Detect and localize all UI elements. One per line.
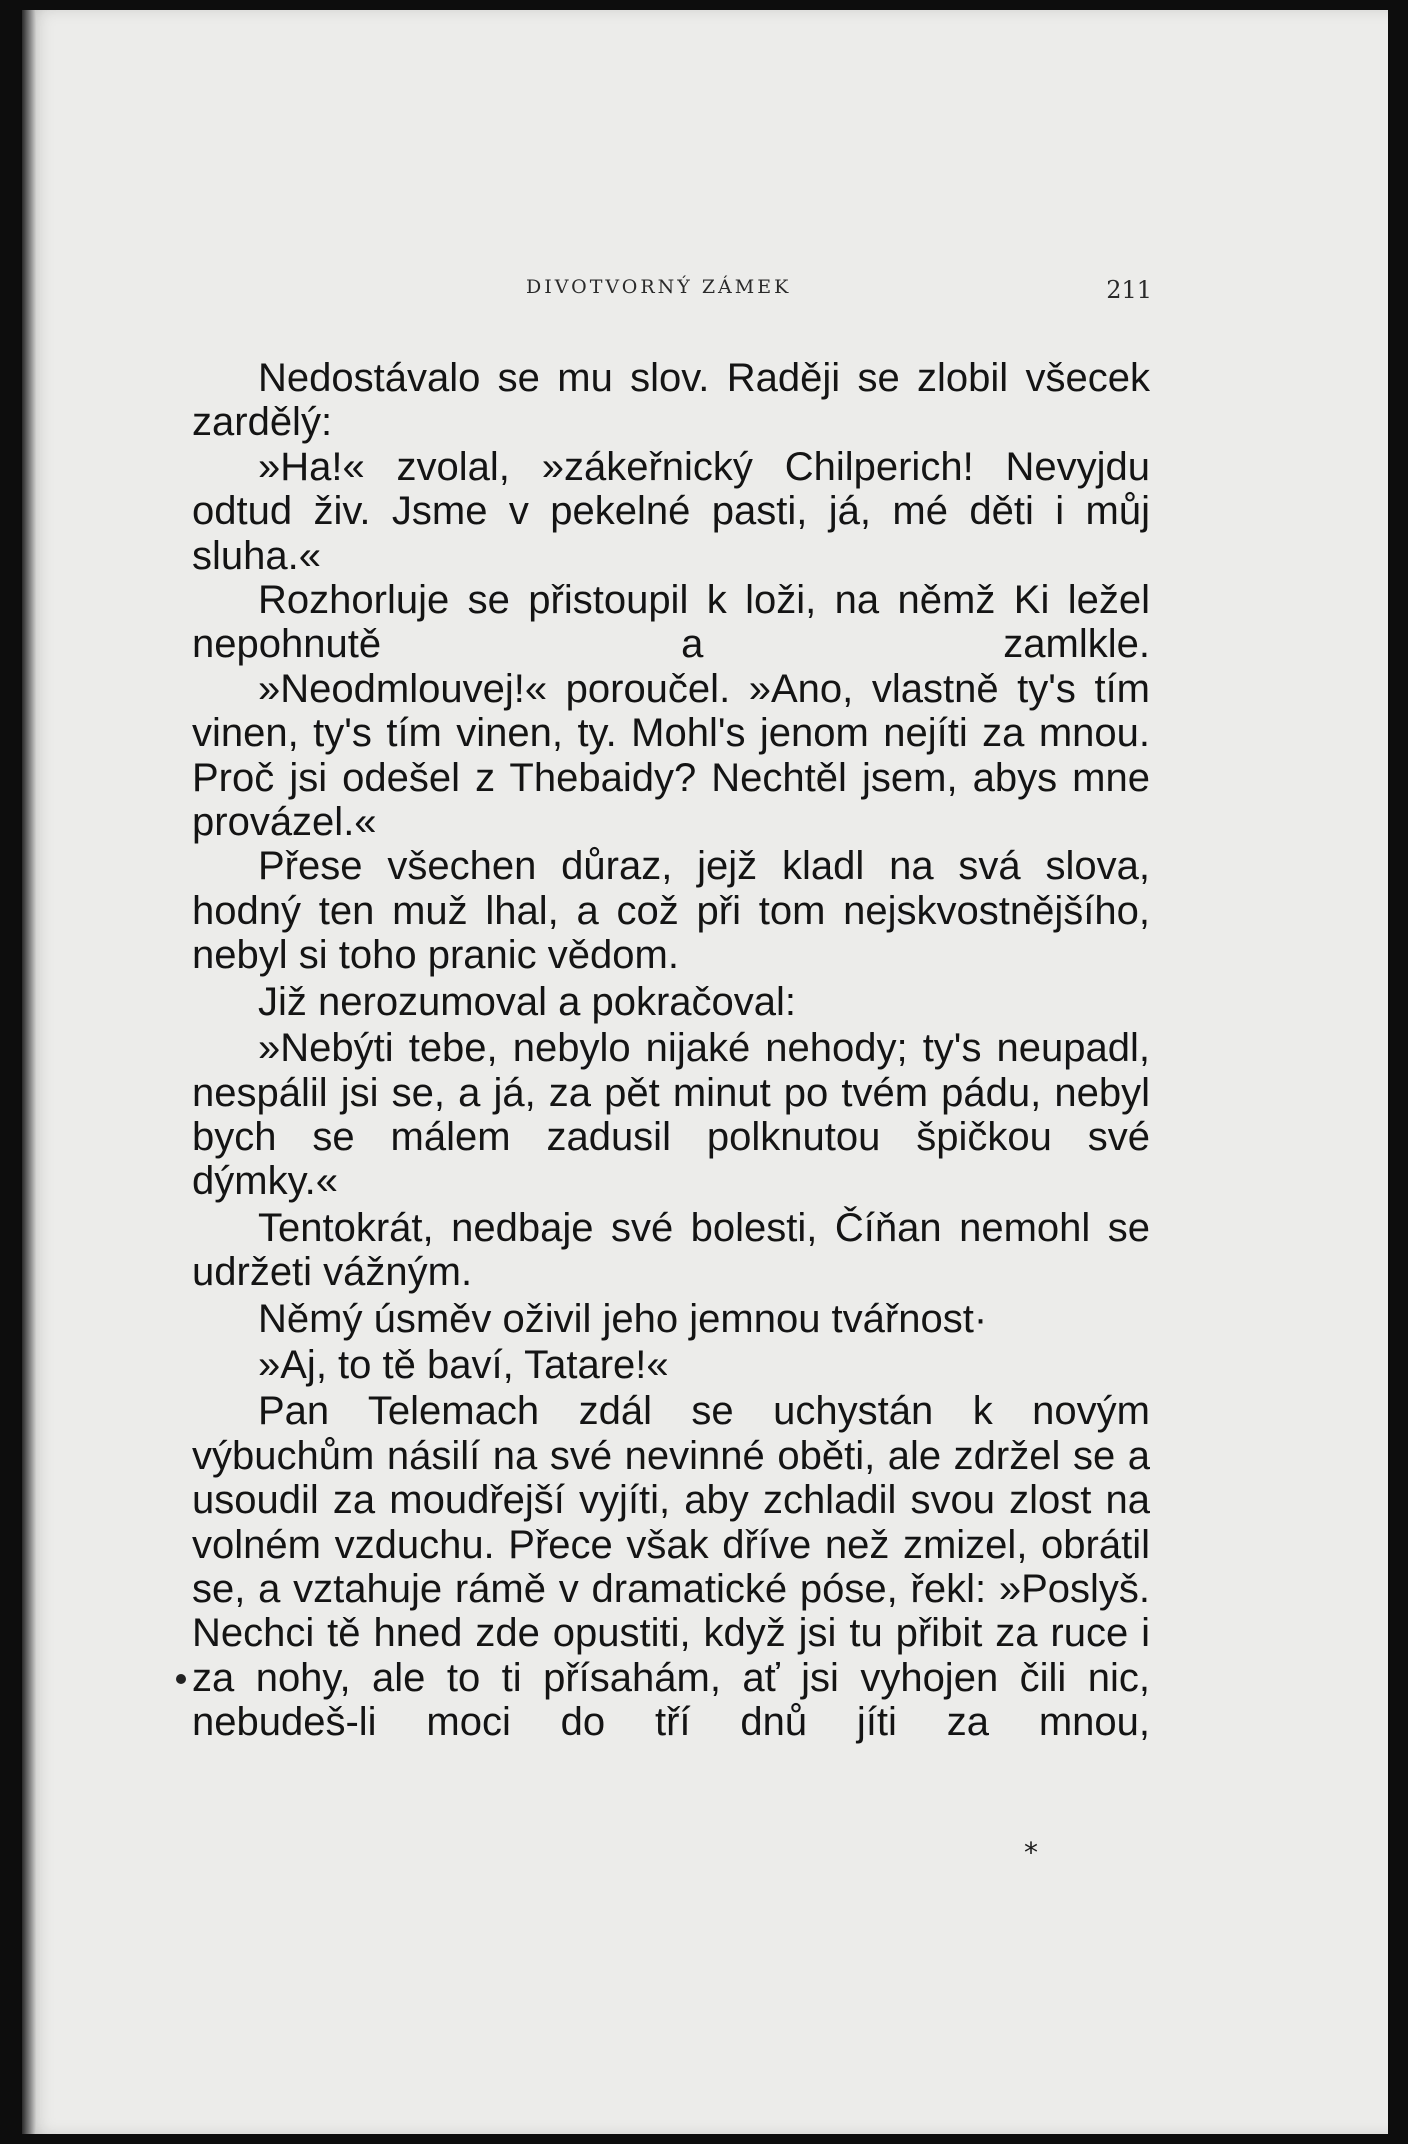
running-head bbox=[192, 272, 1152, 312]
paragraph-10: »Aj, to tě baví, Tatare!« bbox=[258, 1342, 669, 1387]
page-number: 211 bbox=[1106, 276, 1152, 304]
paragraph-5: Přese všechen důraz, jejž kladl na svá slova, hodný ten muž lhal, a což při tom nejskvostnějšího, nebyl si toho pranic vědom. bbox=[192, 844, 1150, 978]
paragraph-8: Tentokrát, nedbaje své bolesti, Číňan nemohl se udržeti vážným. bbox=[192, 1205, 1150, 1295]
margin-speck bbox=[176, 1674, 186, 1684]
signature-mark: * bbox=[1024, 1836, 1038, 1869]
paragraph-6: Již nerozumoval a pokračoval: bbox=[258, 979, 797, 1024]
body-text bbox=[192, 356, 1150, 1745]
paragraph-2: »Ha!« zvolal, »zákeřnický Chilperich! Nevyjdu odtud živ. Jsme v pekelné pasti, já, mé děti i můj sluha.« bbox=[192, 444, 1150, 578]
book-page bbox=[22, 10, 1388, 2134]
paragraph-11: Pan Telemach zdál se uchystán k novým výbuchům násilí na své nevinné oběti, ale zdržel se a usoudil za moudřejší vyjíti, aby zchladil svou zlost na volném vzduchu. Přece však dříve než zmizel, obrátil se, a vztahuje rámě v dramatické póse, řekl: »Poslyš. Nechci tě hned zde opustiti, když jsi tu přibit za ruce i za nohy, ale to ti přísahám, ať jsi vyhojen čili nic, nebudeš-li moci do tří dnů jíti za mnou, bbox=[192, 1389, 1150, 1745]
paragraph-4: »Neodmlouvej!« poroučel. »Ano, vlastně ty's tím vinen, ty's tím vinen, ty. Mohl's jenom nejíti za mnou. Proč jsi odešel z Thebaidy? Nechtěl jsem, abys mne provázel.« bbox=[192, 666, 1150, 845]
paragraph-7: »Nebýti tebe, nebylo nijaké nehody; ty's neupadl, nespálil jsi se, a já, za pět minut po tvém pádu, nebyl bych se málem zadusil polknutou špičkou své dýmky.« bbox=[192, 1026, 1150, 1204]
paragraph-9: Němý úsměv oživil jeho jemnou tvářnost· bbox=[258, 1296, 988, 1341]
page-binding-edge bbox=[22, 10, 36, 2134]
paragraph-1: Nedostávalo se mu slov. Raději se zlobil všecek zardělý: bbox=[192, 356, 1150, 445]
paragraph-3: Rozhorluje se přistoupil k loži, na němž Ki ležel nepohnutě a zamlkle. bbox=[192, 578, 1150, 667]
running-title: DIVOTVORNÝ ZÁMEK bbox=[526, 276, 792, 298]
